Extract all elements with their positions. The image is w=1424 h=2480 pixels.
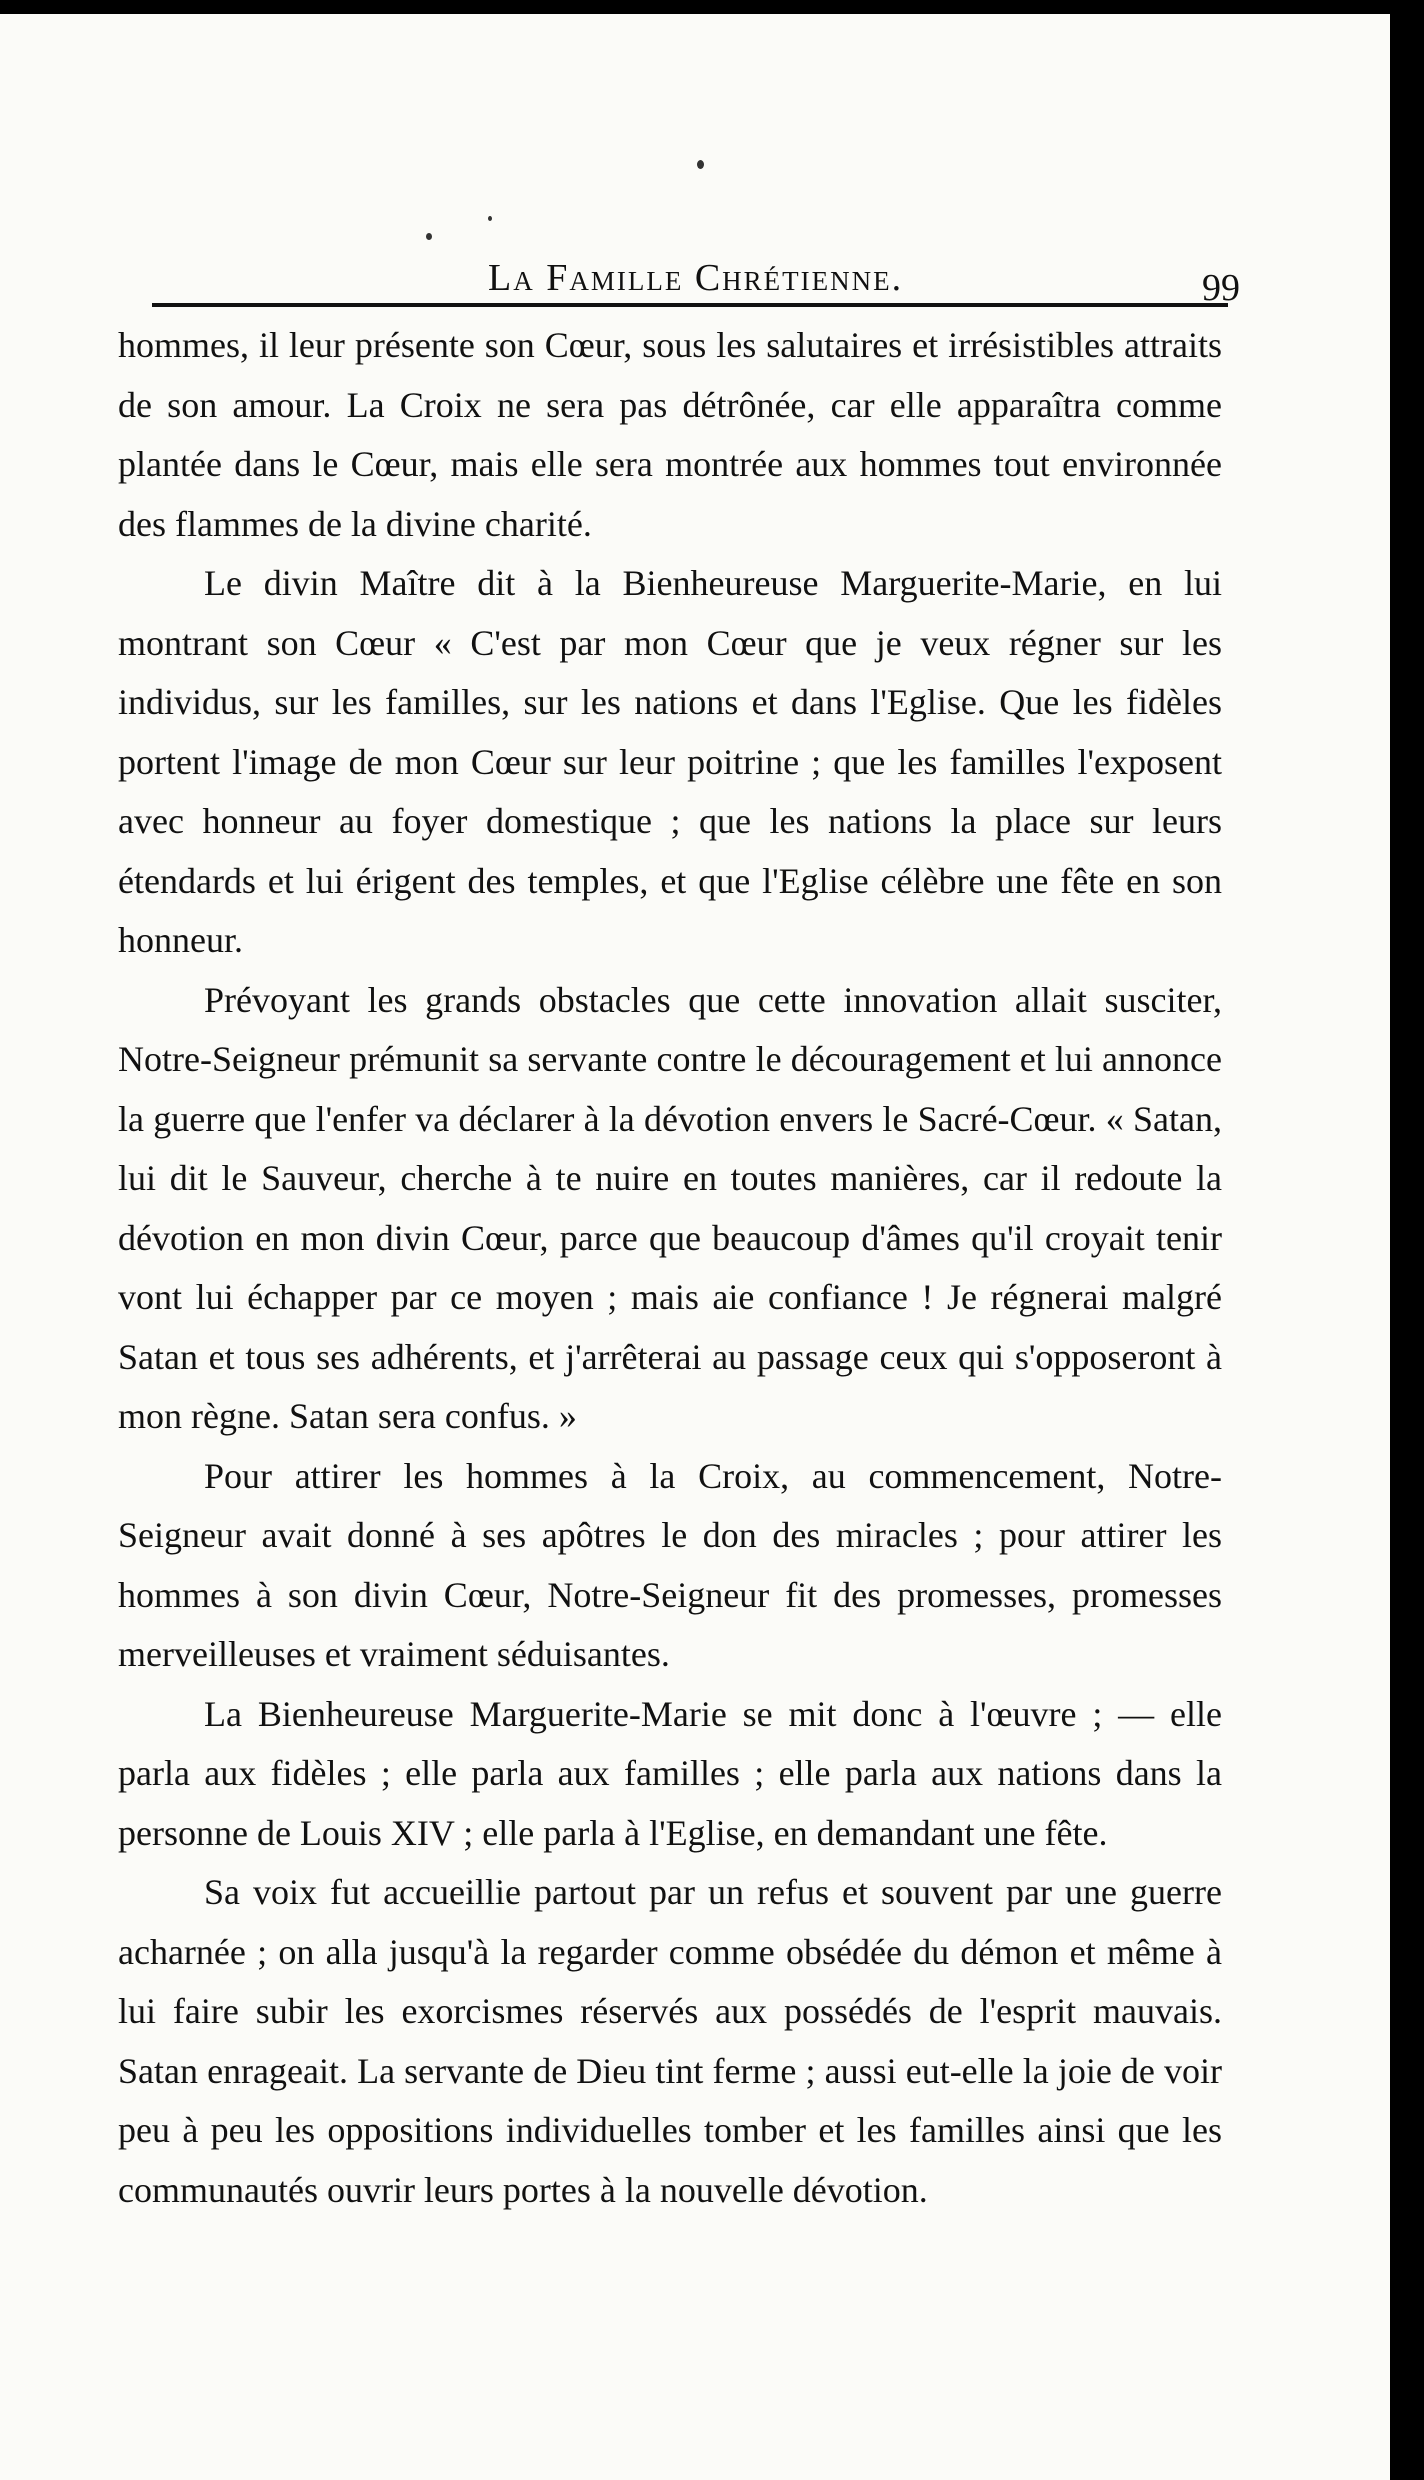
paragraph: Prévoyant les grands obstacles que cette innovation allait susciter, Notre-Seigneur prémunit sa servante contre le découragement et lui annonce la guerre que l'enfer va déclarer à la dévotion envers le Sacré-Cœur. « Satan, lui dit le Sauveur, cherche à te nuire en toutes manières, car il redoute la dévotion en mon divin Cœur, parce que beaucoup d'âmes qu'il croyait tenir vont lui échapper par ce moyen ; mais aie confiance ! Je régnerai malgré Satan et tous ses adhérents, et j'arrêterai au passage ceux qui s'opposeront à mon règne. Satan sera confus. » <box>118 979 1222 1436</box>
paragraph: Pour attirer les hommes à la Croix, au commencement, Notre-Seigneur avait donné à ses apôtres le don des miracles ; pour attirer les hommes à son divin Cœur, Notre-Seigneur fit des promesses, promesses merveilleuses et vraiment séduisantes. <box>118 1455 1222 1674</box>
scan-speck <box>697 160 704 169</box>
paragraph: La Bienheureuse Marguerite-Marie se mit donc à l'œuvre ; — elle parla aux fidèles ; elle parla aux familles ; elle parla aux nations dans la personne de Louis XIV ; elle parla à l'Eglise, en demandant une fête. <box>118 1693 1222 1853</box>
page-number: 99 <box>1202 267 1240 309</box>
paragraph: hommes, il leur présente son Cœur, sous les salutaires et irrésistibles attraits de son amour. La Croix ne sera pas détrônée, car elle apparaîtra comme plantée dans le Cœur, mais elle sera montrée aux hommes tout environnée des flammes de la divine charité. <box>118 325 1222 544</box>
scan-speck <box>488 216 492 221</box>
running-title: La Famille Chrétienne. <box>488 257 904 299</box>
paragraph: Le divin Maître dit à la Bienheureuse Marguerite-Marie, en lui montrant son Cœur « C'est par mon Cœur que je veux régner sur les individus, sur les familles, sur les nations et dans l'Eglise. Que les fidèles portent l'image de mon Cœur sur leur poitrine ; que les familles l'exposent avec honneur au foyer domestique ; que les nations la place sur leurs étendards et lui érigent des temples, et que l'Eglise célèbre une fête en son honneur. <box>118 563 1222 960</box>
body-text <box>118 316 1222 2220</box>
scan-border-top <box>0 0 1424 14</box>
header-rule <box>152 303 1228 307</box>
paragraph: Sa voix fut accueillie partout par un refus et souvent par une guerre acharnée ; on alla jusqu'à la regarder comme obsédée du démon et même à lui faire subir les exorcismes réservés aux possédés de l'esprit mauvais. Satan enrageait. La servante de Dieu tint ferme ; aussi eut-elle la joie de voir peu à peu les oppositions individuelles tomber et les familles ainsi que les communautés ouvrir leurs portes à la nouvelle dévotion. <box>118 1872 1222 2210</box>
scan-border-right <box>1390 0 1424 2480</box>
page-header <box>150 238 1240 310</box>
